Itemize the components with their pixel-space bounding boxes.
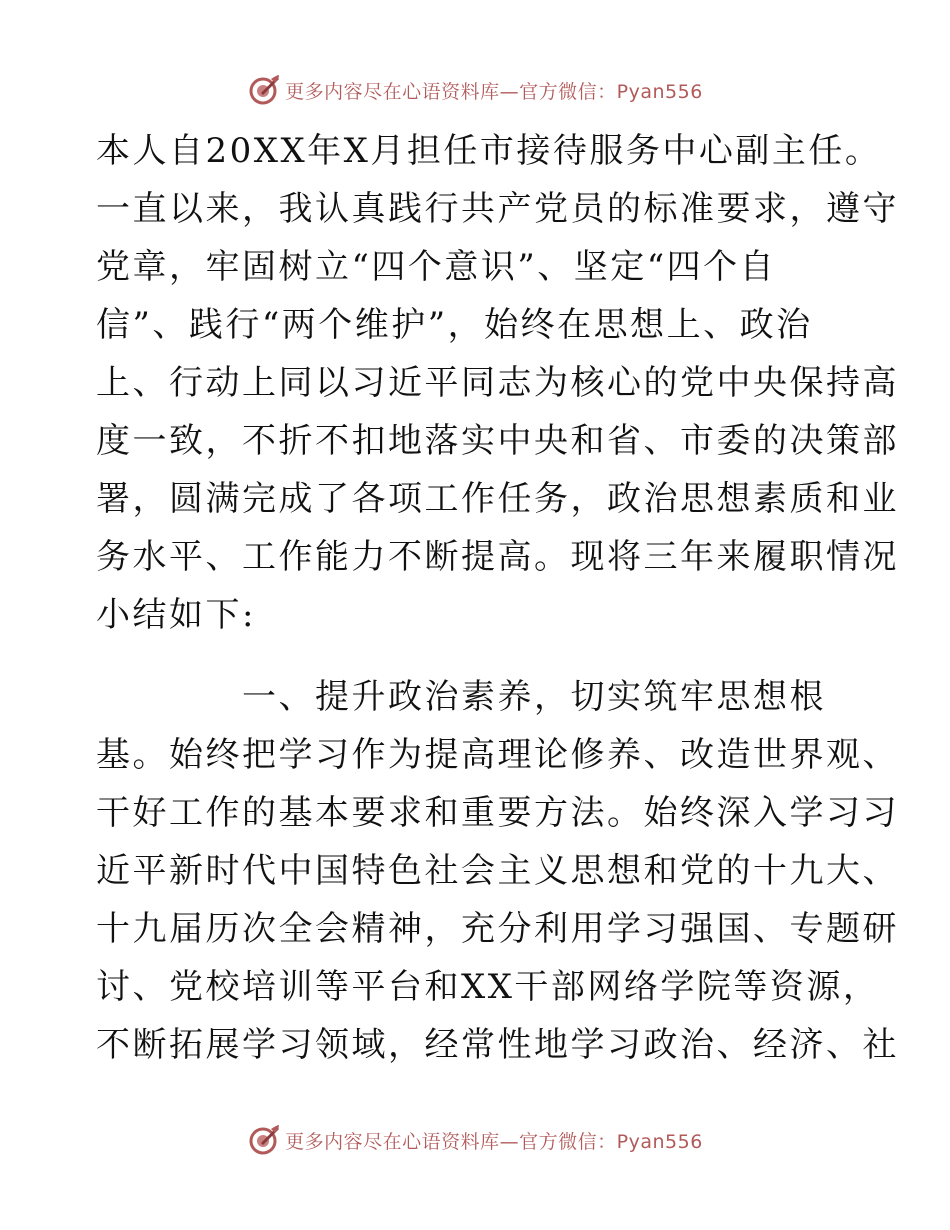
text-line: 务水平、工作能力不断提高。现将三年来履职情况	[96, 537, 899, 577]
text-line: 署，圆满完成了各项工作任务，政治思想素质和业	[96, 479, 899, 519]
paragraph-spacer	[96, 644, 852, 668]
text-line: 一直以来，我认真践行共产党员的标准要求，遵守	[96, 189, 899, 229]
text-line: 干好工作的基本要求和重要方法。始终深入学习习	[96, 793, 899, 833]
text-line: 讨、党校培训等平台和XX干部网络学院等资源，	[96, 967, 880, 1007]
text-line: 本人自20XX年X月担任市接待服务中心副主任。	[96, 131, 882, 171]
text-line: 十九届历次全会精神，充分利用学习强国、专题研	[96, 909, 899, 949]
footer-banner	[0, 1120, 950, 1160]
banner-text: 更多内容尽在心语资料库—官方微信：Pyan556	[285, 80, 703, 103]
quill-seal-icon	[247, 73, 281, 107]
text-line: 信”、践行“两个维护”，始终在思想上、政治	[96, 305, 813, 345]
text-line: 党章，牢固树立“四个意识”、坚定“四个自	[96, 247, 777, 287]
text-line: 上、行动上同以习近平同志为核心的党中央保持高	[96, 363, 899, 403]
quill-seal-icon	[247, 1123, 281, 1157]
header-banner	[0, 70, 950, 110]
banner-text: 更多内容尽在心语资料库—官方微信：Pyan556	[285, 1130, 703, 1153]
paragraph-2	[96, 668, 899, 1074]
text-line: 近平新时代中国特色社会主义思想和党的十九大、	[96, 851, 899, 891]
paragraph-1	[96, 122, 899, 644]
text-line: 不断拓展学习领域，经常性地学习政治、经济、社	[96, 1025, 899, 1065]
text-line: 小结如下:	[96, 595, 256, 635]
text-line: 基。始终把学习作为提高理论修养、改造世界观、	[96, 735, 899, 775]
text-line: 度一致，不折不扣地落实中央和省、市委的决策部	[96, 421, 899, 461]
document-body	[96, 122, 899, 1074]
section-heading-line: 一、提升政治素养，切实筑牢思想根	[96, 677, 826, 717]
